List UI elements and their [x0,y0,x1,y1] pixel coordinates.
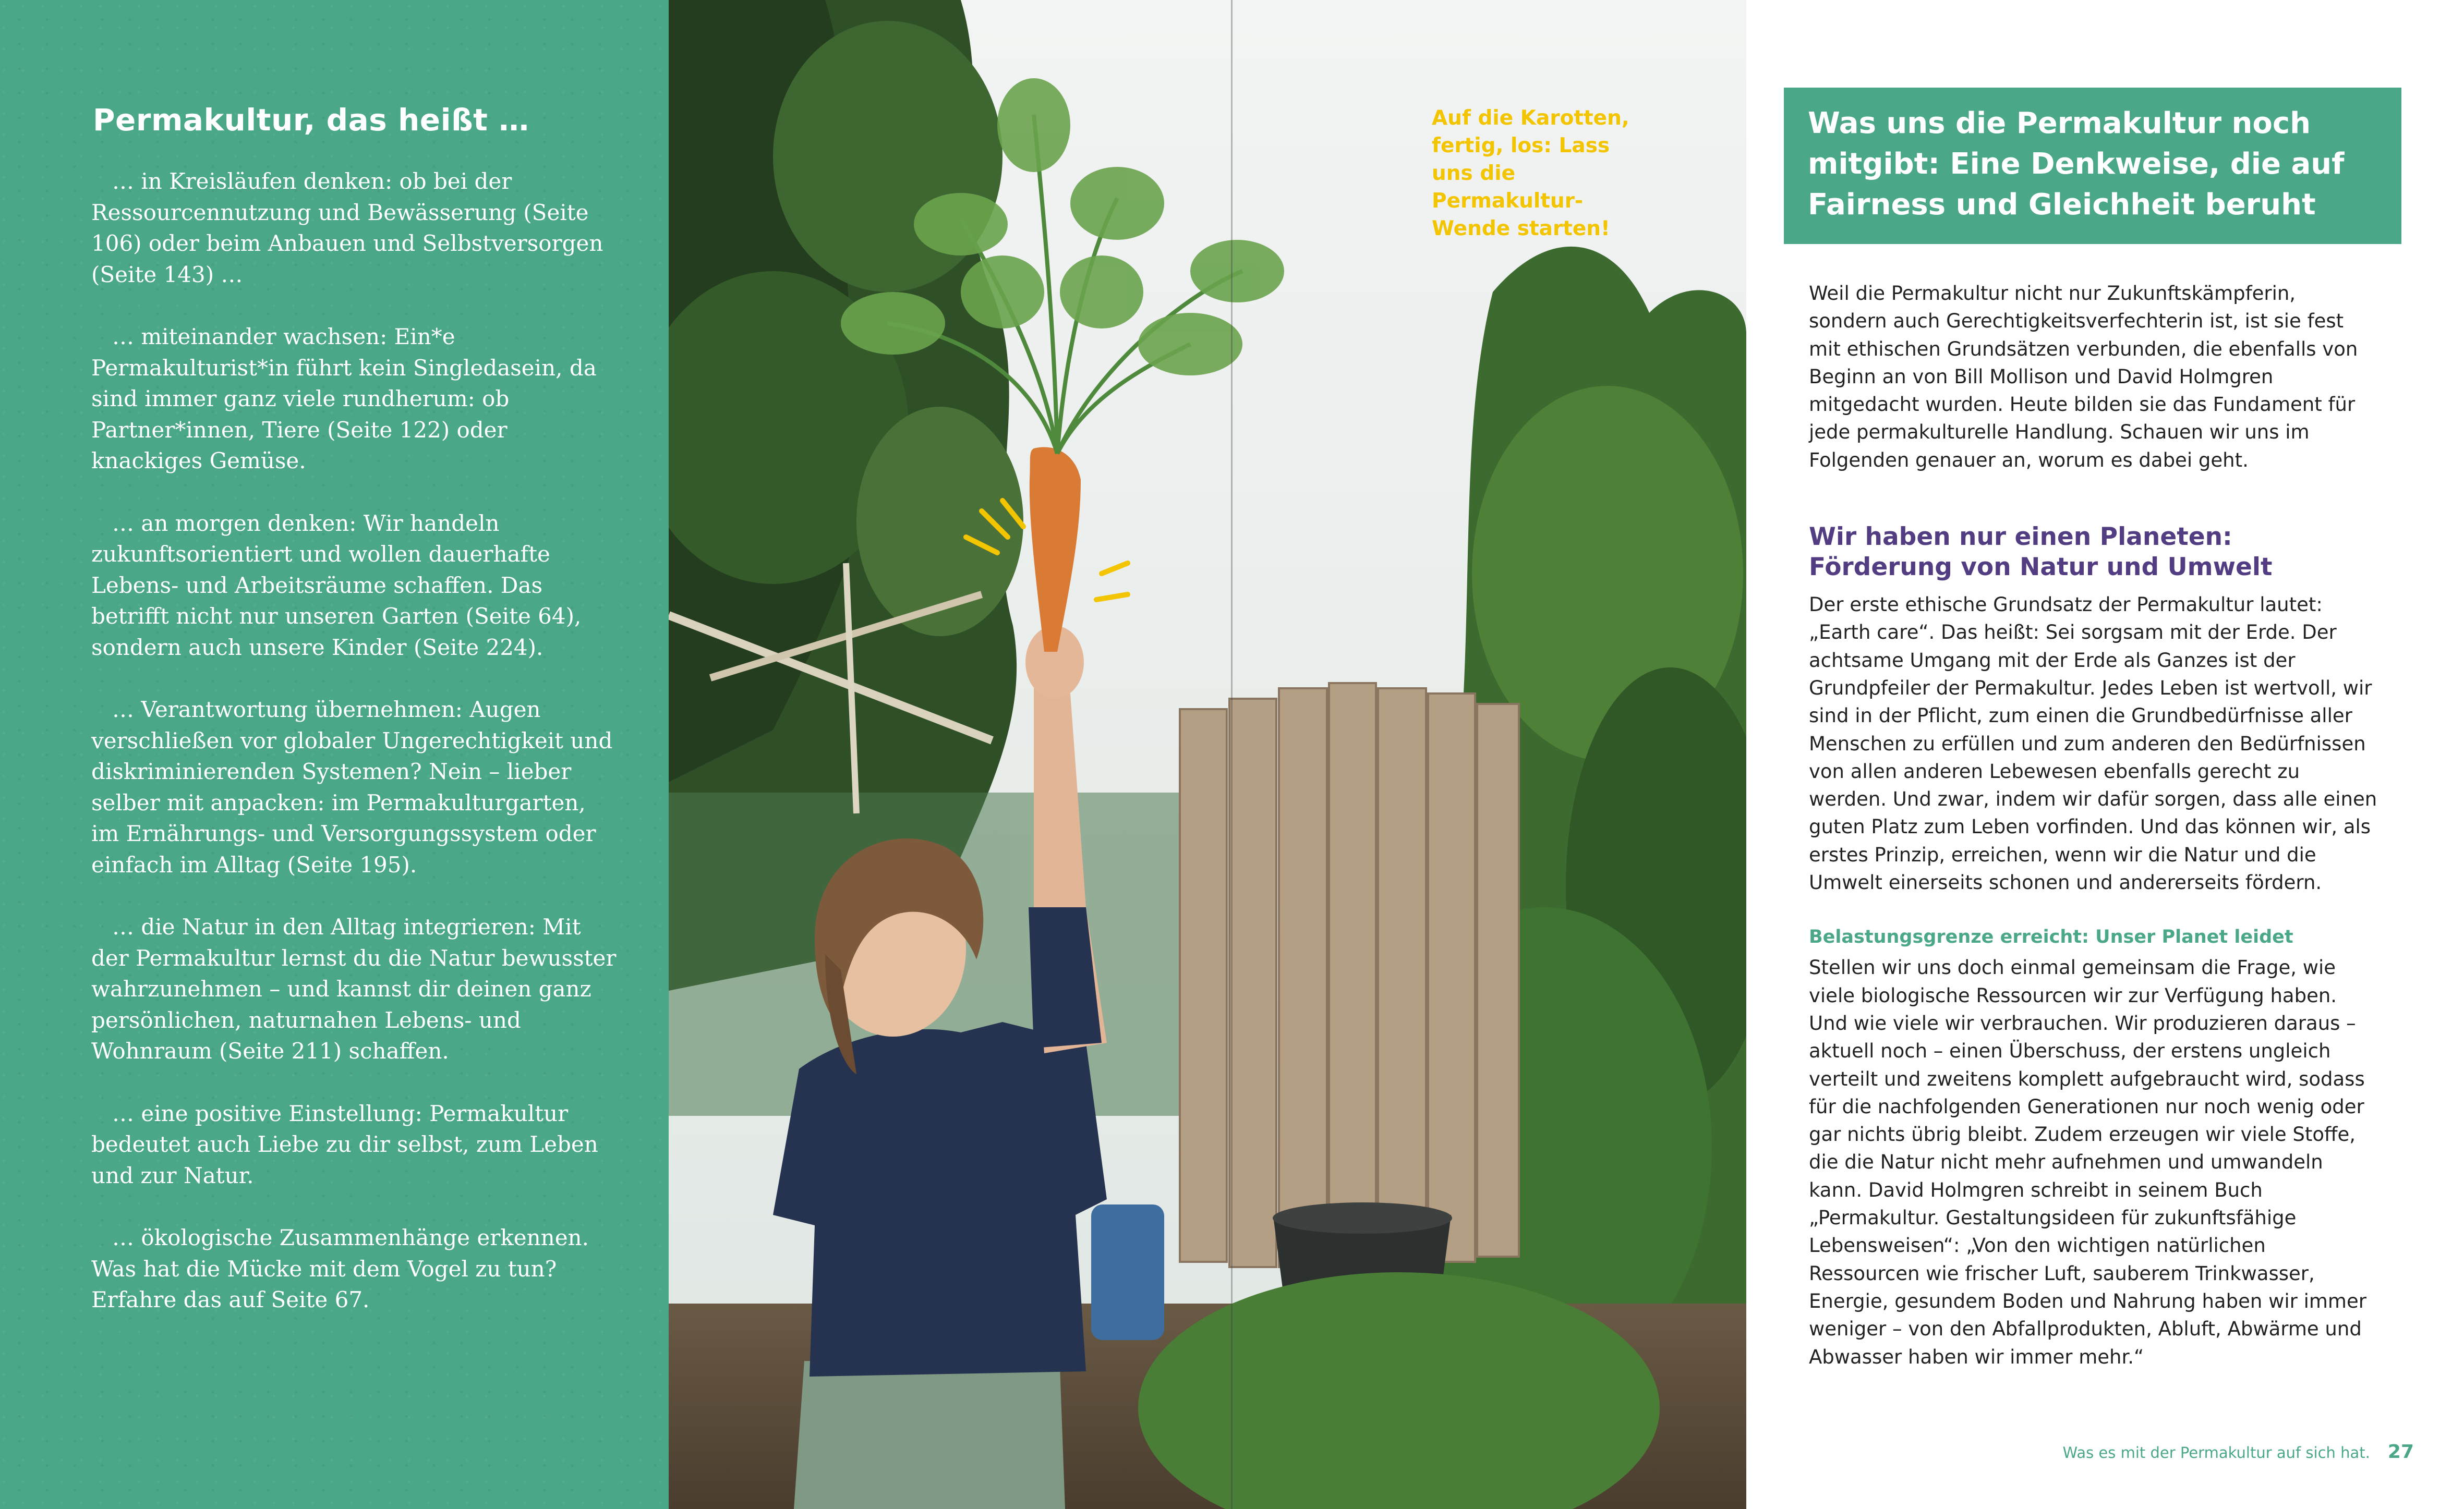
page-footer [2063,1441,2414,1463]
left-text-column [91,166,618,1347]
left-paragraph: … eine positive Einstellung: Permakultur bedeutet auch Liebe zu dir selbst, zum Leben und zur Natur. [91,1100,598,1188]
right-body-text [1809,279,2377,1371]
left-green-panel [0,0,669,1509]
page-title: Was uns die Permakultur noch mitgibt: Eine Denkweise, die auf Fairness und Gleichheit beruht [1808,106,2345,222]
photo-caption: Auf die Karotten, fertig, los: Lass uns die Permakultur-Wende starten! [1432,106,1629,240]
left-paragraph: … an morgen denken: Wir handeln zukunftsorientiert und wollen dauerhafte Lebens- und Arbeitsräume schaffen. Das betrifft nicht nur unseren Garten (Seite 64), sondern auch unsere Kinder (Seite 224). [91,510,582,660]
left-paragraph: … in Kreisläufen denken: ob bei der Ressourcennutzung und Bewässerung (Seite 106) oder beim Anbauen und Selbstversorgen (Seite 143) … [91,168,603,287]
page-number: 27 [2387,1441,2414,1463]
left-paragraph: … ökologische Zusammenhänge erkennen. Was hat die Mücke mit dem Vogel zu tun? Erfahre das auf Seite 67. [91,1225,589,1312]
body-paragraph: Der erste ethische Grundsatz der Permakultur lautet: „Earth care“. Das heißt: Sei sorgsam mit der Erde. Der achtsame Umgang mit der Erde als Ganzes ist der Grundpfeiler der Permakultur. Jedes Leben ist wertvoll, wir sind in der Pflicht, zum einen die Grundbedürfnisse aller Menschen zu erfüllen und zum anderen den Bedürfnissen von allen anderen Lebewesen ebenfalls gerecht zu werden. Und zwar, indem wir dafür sorgen, dass alle einen guten Platz zum Leben vorfinden. Und das können wir, als erstes Prinzip, erreichen, wenn wir die Natur und die Umwelt einerseits schonen und andererseits fördern. [1809,593,2377,894]
left-paragraph: … miteinander wachsen: Ein*e Permakulturist*in führt kein Singledasein, da sind immer ganz viele rundherum: ob Partner*innen, Tiere (Seite 122) oder knackiges Gemüse. [91,324,597,473]
left-paragraph: … die Natur in den Alltag integrieren: Mit der Permakultur lernst du die Natur bewusster wahrzunehmen – und kannst dir deinen ganz persönlichen, naturnahen Lebens- und Wohnraum (Seite 211) schaffen. [91,914,617,1064]
page-gutter [1231,0,1233,1509]
left-heading: Permakultur, das heißt … [93,102,529,138]
section-heading: Wir haben nur einen Planeten: Förderung von Natur und Umwelt [1809,522,2273,582]
title-box [1784,88,2401,244]
body-paragraph: Stellen wir uns doch einmal gemeinsam die Frage, wie viele biologische Ressourcen wir zur Verfügung haben. Und wie viele wir verbrauchen. Wir produzieren daraus – aktuell noch – einen Überschuss, der erstens ungleich verteilt und zweitens komplett aufgebraucht wird, sodass für die nachfolgenden Generationen nur noch wenig oder gar nichts übrig bleibt. Zudem erzeugen wir viele Stoffe, die die Natur nicht mehr aufnehmen und umwandeln kann. David Holmgren schreibt in seinem Buch „Permakultur. Gestaltungsideen für zukunftsfähige Lebensweisen“: „Von den wichtigen natürlichen Ressourcen wie frischer Luft, sauberem Trinkwasser, Energie, gesundem Boden und Nahrung haben wir immer weniger – von den Abfallprodukten, Abluft, Abwärme und Abwasser haben wir immer mehr.“ [1809,956,2366,1368]
left-paragraph: … Verantwortung übernehmen: Augen verschließen vor globaler Ungerechtigkeit und diskriminierenden Systemen? Nein – lieber selber mit anpacken: im Permakulturgarten, im Ernährungs- und Versorgungssystem oder einfach im Alltag (Seite 195). [91,697,613,878]
running-title: Was es mit der Permakultur auf sich hat. [2062,1444,2370,1462]
intro-paragraph: Weil die Permakultur nicht nur Zukunftskämpferin, sondern auch Gerechtigkeitsverfechterin ist, ist sie fest mit ethischen Grundsätzen verbunden, die ebenfalls von Beginn an von Bill Mollison und David Holmgren mitgedacht wurden. Heute bilden sie das Fundament für jede permakulturelle Handlung. Schauen wir uns im Folgenden genauer an, worum es dabei geht. [1809,282,2358,471]
subsection-heading: Belastungsgrenze erreicht: Unser Planet leidet [1809,927,2293,948]
